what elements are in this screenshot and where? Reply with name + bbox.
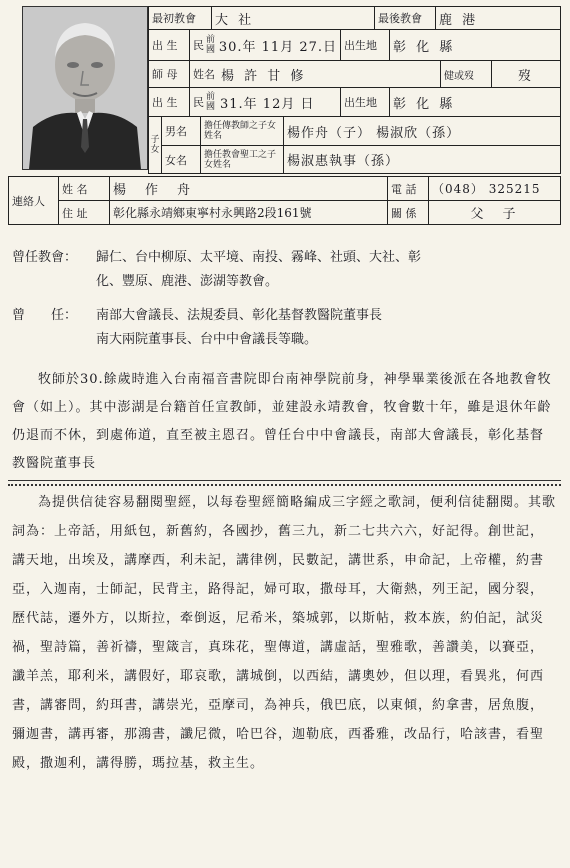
wife-birth-date-cell — [189, 87, 341, 117]
contact-phone: （048） 325215 — [428, 176, 561, 201]
status-label: 健或歿 — [440, 60, 492, 88]
status-value: 歿 — [491, 60, 561, 88]
contact-relation-label: 關 係 — [387, 200, 429, 225]
birth-label: 出 生 — [148, 29, 190, 61]
daughter-names: 楊淑惠執事（孫） — [283, 145, 561, 174]
wife-label: 師 母 — [148, 60, 190, 88]
era-label: 民 — [193, 39, 204, 52]
first-church-value: 大 社 — [211, 6, 375, 30]
wife-era-sub-label: 前國 — [206, 92, 216, 112]
wife-era-label: 民 — [193, 96, 204, 109]
wife-name-label: 姓名 — [193, 68, 215, 81]
daughter-label: 女名 — [161, 145, 201, 174]
wife-birthplace-label: 出生地 — [340, 87, 390, 117]
bible-song-paragraph: 為提供信徒容易翻閱聖經，以每卷聖經簡略編成三字經之歌詞，便利信徒翻閱。其歌詞為：上帝話，用紙包，新舊約，各國抄，舊三九，新二七共六六，好記得。創世記，講天地，出埃及，講摩西，利未記，講律例，民數記，講世系，申命記，上帝權，約書亞，入迦南，士師記，民背主，路得記，婦可取，撒母耳，大衛熱，列王記，國分裂，歷代誌，遷外方，以斯拉，牽倒返，尼希米，築城郭，以斯帖，救本族，約伯記，試災禍，聖詩篇，善祈禱，聖箴言，真珠花，聖傳道，講虛話，聖雅歌，善讚美，以賽亞，讖羊羔，耶利米，講假好，耶哀歌，講城倒，以西結，講奧妙，但以理，看異兆，何西書，講審問，約珥書，講崇光，亞摩司，為神兵，俄巴底，以東傾，約拿書，居魚腹，彌迦書，講再審，那鴻書，讖尼微，哈巴谷，迦勒底，西番雅，改品行，哈該書，看聖殿，撒迦利，講得勝，瑪拉基，救主生。 — [12, 495, 557, 771]
former-churches-line2: 化、豐原、鹿港、澎湖等教會。 — [96, 274, 279, 289]
former-positions-line2: 南大兩院董事長、台中中會議長等職。 — [96, 332, 318, 347]
birth-date-cell — [189, 29, 341, 61]
last-church-label: 最後教會 — [374, 6, 436, 30]
former-positions — [12, 304, 382, 352]
contact-name: 楊 作 舟 — [109, 176, 388, 201]
former-churches — [12, 246, 421, 294]
contact-box — [8, 176, 561, 225]
son-label: 男名 — [161, 116, 201, 146]
portrait-photo — [22, 6, 148, 170]
birth-date: 30.年 11月 27.日 — [218, 39, 337, 55]
former-positions-label: 曾 任： — [12, 308, 78, 323]
biography-paragraph: 牧師於30.餘歲時進入台南福音書院即台南神學院前身，神學畢業後派在各地教會牧會（如上）。其中澎湖是台籍首任宣教師，並建設永靖教會，牧會數十年，雖是退休年齡仍退而不休，到處佈道，直至被主恩召。曾任台中中會議長，南部大會議長，彰化基督教醫院董事長 — [12, 372, 552, 471]
contact-relation: 父 子 — [428, 200, 561, 225]
birthplace-value: 彰 化 縣 — [389, 29, 561, 61]
wife-birth-label: 出 生 — [148, 87, 190, 117]
contact-address: 彰化縣永靖鄉東寧村永興路2段161號 — [109, 200, 388, 225]
daughter-role-label: 擔任教會聖工之子女姓名 — [200, 145, 284, 174]
wife-name: 楊 許 甘 修 — [221, 68, 307, 84]
contact-name-label: 姓 名 — [58, 176, 110, 201]
wife-birth-date: 31.年 12月 日 — [220, 96, 315, 112]
contact-phone-label: 電 話 — [387, 176, 429, 201]
former-churches-line1: 歸仁、台中柳原、太平境、南投、霧峰、社頭、大社、彰 — [96, 250, 422, 265]
wife-name-cell — [189, 60, 441, 88]
wife-birthplace-value: 彰 化 縣 — [389, 87, 561, 117]
former-positions-line1: 南部大會議長、法規委員、彰化基督教醫院董事長 — [96, 308, 383, 323]
former-churches-label: 曾任教會： — [12, 250, 78, 265]
birthplace-label: 出生地 — [340, 29, 390, 61]
era-sub-label: 前國 — [206, 35, 216, 55]
first-church-label: 最初教會 — [148, 6, 212, 30]
section-divider — [8, 480, 561, 481]
last-church-value: 鹿 港 — [435, 6, 561, 30]
contact-address-label: 住 址 — [58, 200, 110, 225]
son-role-label: 擔任傳教師之子女姓名 — [200, 116, 284, 146]
contact-label: 連絡人 — [8, 176, 59, 225]
son-names: 楊作舟（子） 楊淑欣（孫） — [283, 116, 561, 146]
elderly-man-portrait — [23, 7, 147, 169]
dotted-divider — [8, 484, 561, 486]
children-label: 子 女 — [148, 116, 162, 174]
